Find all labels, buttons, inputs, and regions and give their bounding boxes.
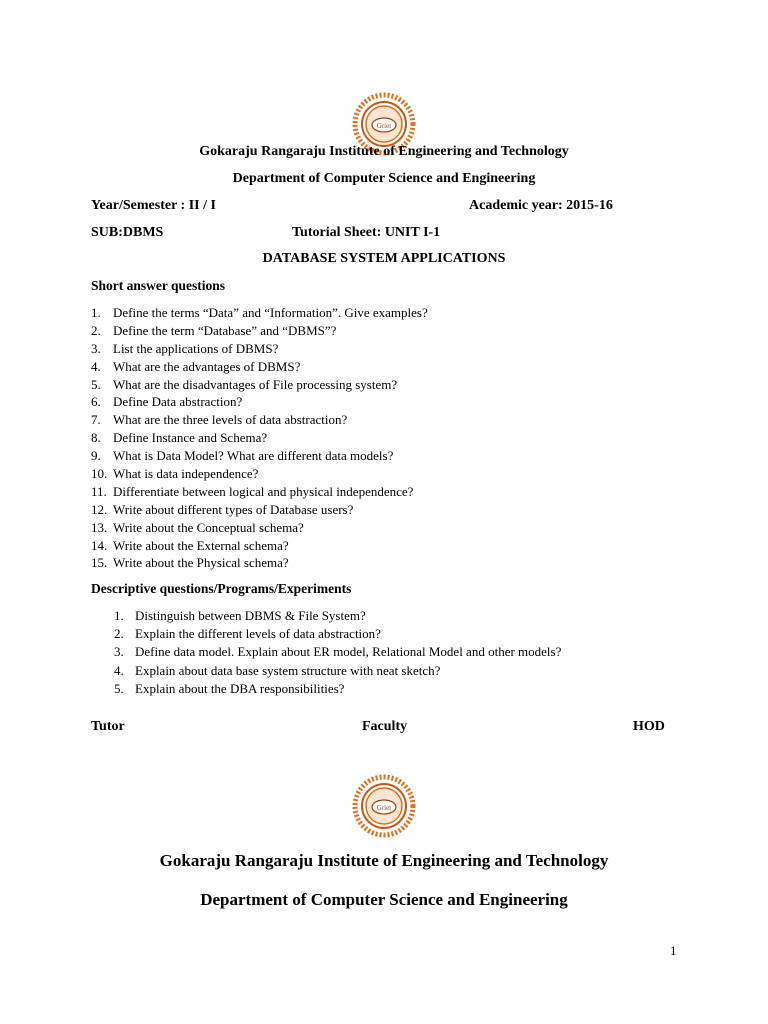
list-item: 5. What are the disadvantages of File processing system? [91,376,398,392]
list-item: 14. Write about the External schema? [91,537,289,553]
list-item: 4. What are the advantages of DBMS? [91,358,301,374]
list-item: 8. Define Instance and Schema? [91,430,268,446]
descriptive-list [114,607,561,698]
list-item: 2. Define the term “Database” and “DBMS”? [91,322,337,338]
signature-hod: HOD [633,719,665,734]
short-answer-list [91,304,428,572]
academic-year: Academic year: 2015-16 [469,198,613,213]
department-name: Department of Computer Science and Engineering [232,171,536,186]
list-item: 1. Define the terms “Data” and “Information”. Give examples? [91,305,428,320]
descriptive-heading: Descriptive questions/Programs/Experiments [91,581,352,596]
list-item: 6. Define Data abstraction? [91,394,243,410]
list-item: 5. Explain about the DBA responsibilities? [114,680,345,696]
logo-text: Griet [376,804,392,812]
list-item: 3. List the applications of DBMS? [91,340,279,356]
list-item: 2. Explain the different levels of data abstraction? [114,626,381,642]
footer-department-name: Department of Computer Science and Engineering [200,890,568,909]
list-item: 1. Distinguish between DBMS & File System? [114,608,366,623]
list-item: 13. Write about the Conceptual schema? [91,519,304,535]
year-semester: Year/Semester : II / I [91,198,216,213]
page-number: 1 [670,943,677,958]
list-item: 15. Write about the Physical schema? [91,555,289,571]
footer-institute-name: Gokaraju Rangaraju Institute of Engineering and Technology [159,851,609,870]
list-item: 12. Write about different types of Database users? [91,501,354,517]
tutorial-sheet: Tutorial Sheet: UNIT I-1 [292,225,441,240]
institute-name: Gokaraju Rangaraju Institute of Engineering and Technology [199,144,569,159]
list-item: 7. What are the three levels of data abstraction? [91,412,348,428]
list-item: 3. Define data model. Explain about ER model, Relational Model and other models? [114,644,562,660]
list-item: 9. What is Data Model? What are different data models? [91,448,394,464]
subject: SUB:DBMS [91,225,164,240]
short-answer-heading: Short answer questions [91,278,226,293]
institute-logo-bottom [352,774,416,838]
list-item: 4. Explain about data base system structure with neat sketch? [114,662,441,678]
list-item: 10. What is data independence? [91,466,259,482]
logo-seal-icon [352,774,416,838]
logo-text: Griet [376,122,392,130]
list-item: 11. Differentiate between logical and physical independence? [91,483,414,499]
signature-faculty: Faculty [362,719,408,734]
topic-title: DATABASE SYSTEM APPLICATIONS [262,251,506,266]
signature-tutor: Tutor [91,719,125,734]
